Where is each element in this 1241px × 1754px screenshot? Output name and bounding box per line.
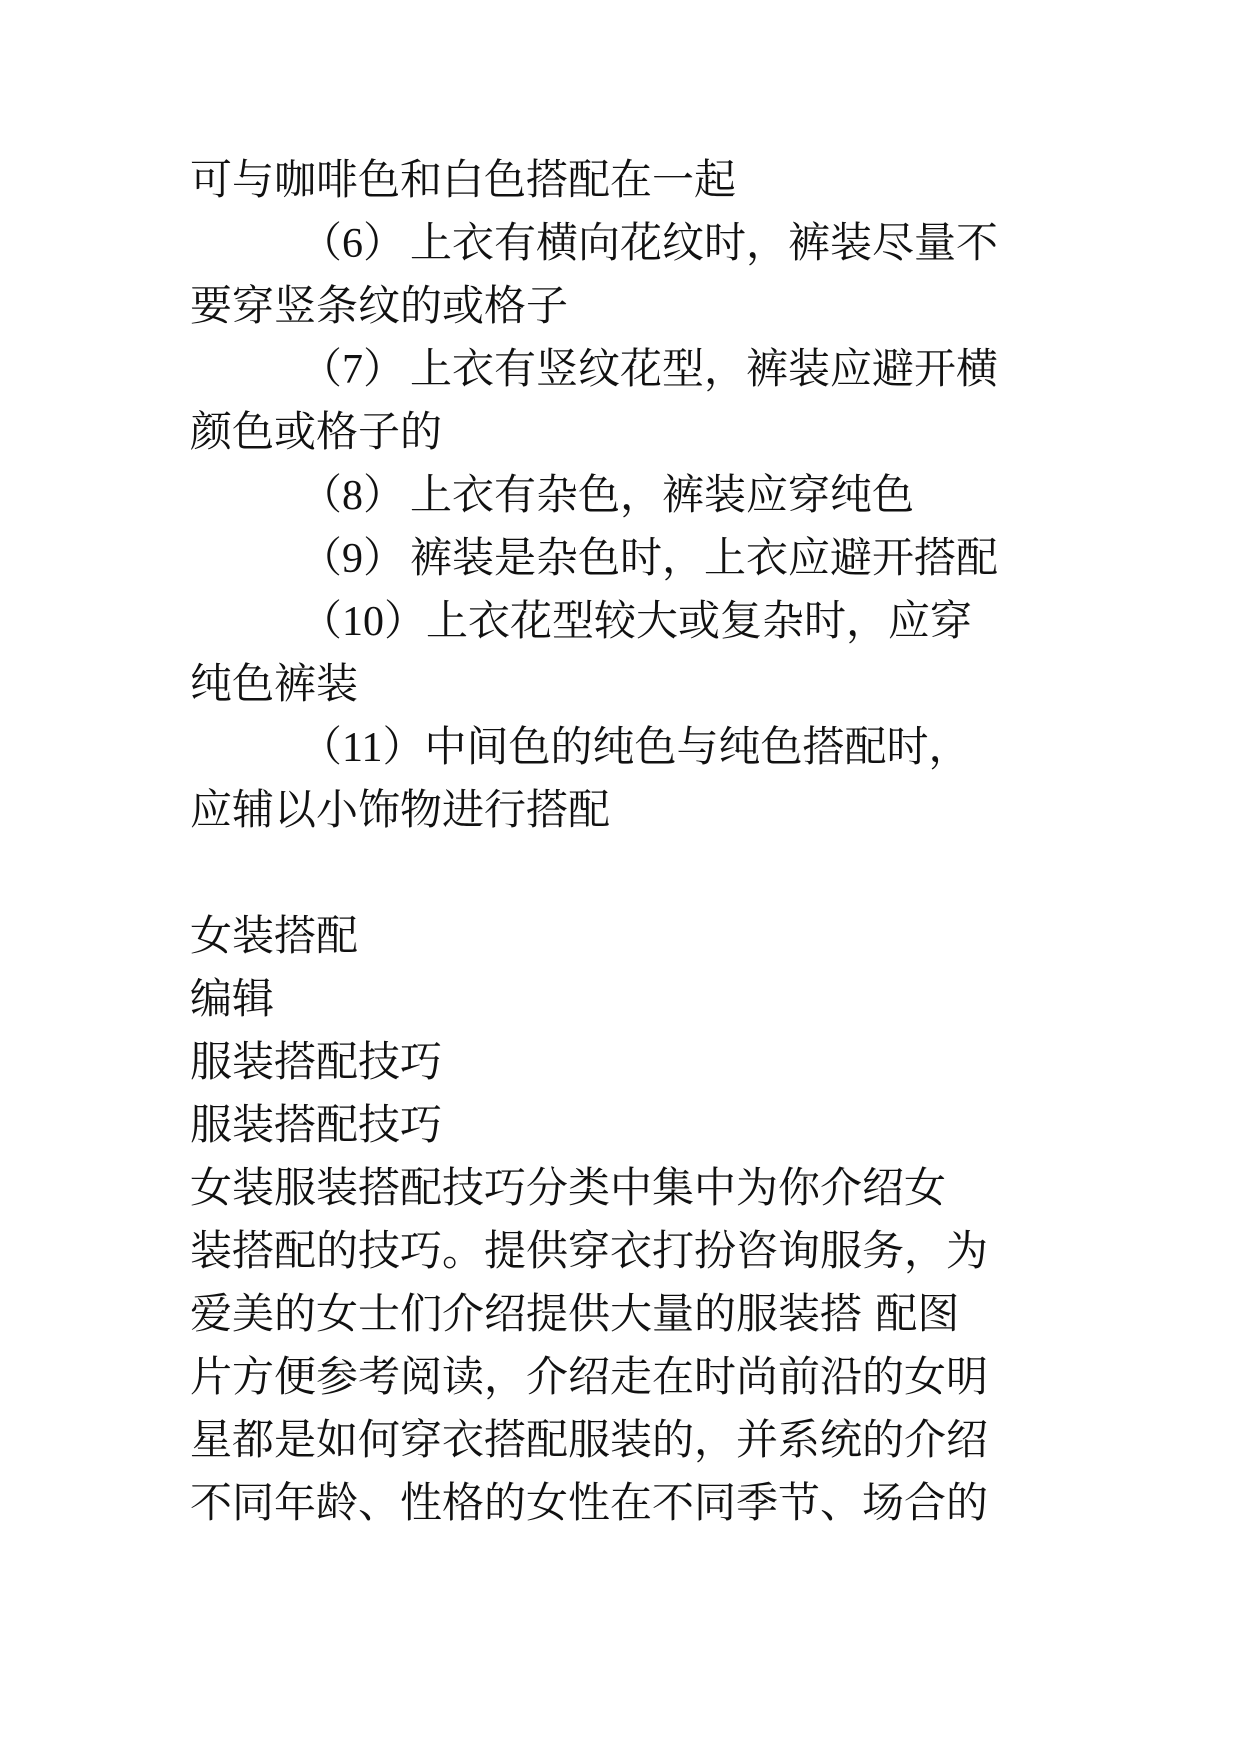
subheading: 服装搭配技巧: [190, 1100, 443, 1149]
text-line: 要穿竖条纹的或格子: [190, 281, 569, 330]
list-item-11: [190, 715, 1070, 778]
list-text: 上衣有竖纹花型，裤装应避开横: [410, 344, 999, 393]
text-line: 纯色裤装: [190, 659, 359, 708]
list-text: 上衣有杂色，裤装应穿纯色: [410, 470, 915, 519]
paragraph-line: 爱美的女士们介绍提供大量的服装搭 配图: [190, 1289, 960, 1338]
paragraph-line: 女装服装搭配技巧分类中集中为你介绍女: [190, 1163, 947, 1212]
list-number: （9）: [300, 536, 406, 582]
list-item-9: [190, 526, 1070, 589]
list-item-10: [190, 589, 1070, 652]
list-number: （10）: [300, 599, 427, 645]
text-line: 颜色或格子的: [190, 407, 443, 456]
list-text: 上衣花型较大或复杂时，应穿: [426, 596, 973, 645]
list-text: 上衣有横向花纹时，裤装尽量不: [410, 218, 999, 267]
text-line: 可与咖啡色和白色搭配在一起: [190, 155, 737, 204]
text-line: 应辅以小饰物进行搭配: [190, 785, 611, 834]
list-number: （7）: [300, 347, 406, 393]
paragraph-line: 装搭配的技巧。提供穿衣打扮咨询服务，为: [190, 1226, 989, 1275]
list-item-7: [190, 337, 1070, 400]
document-body: [190, 148, 1070, 1534]
paragraph-line: 不同年龄、性格的女性在不同季节、场合的: [190, 1478, 989, 1527]
list-item-8: [190, 463, 1070, 526]
subheading: 服装搭配技巧: [190, 1037, 443, 1086]
paragraph-line: 片方便参考阅读，介绍走在时尚前沿的女明: [190, 1352, 989, 1401]
paragraph-line: 星都是如何穿衣搭配服装的，并系统的介绍: [190, 1415, 989, 1464]
list-number: （8）: [300, 473, 406, 519]
list-number: （11）: [300, 725, 425, 771]
list-text: 裤装是杂色时，上衣应避开搭配: [410, 533, 999, 582]
edit-link[interactable]: 编辑: [190, 974, 275, 1023]
blank-line: [190, 841, 1070, 904]
section-title: 女装搭配: [190, 911, 359, 960]
list-text: 中间色的纯色与纯色搭配时，: [424, 722, 971, 771]
list-item-6: [190, 211, 1070, 274]
list-number: （6）: [300, 221, 406, 267]
